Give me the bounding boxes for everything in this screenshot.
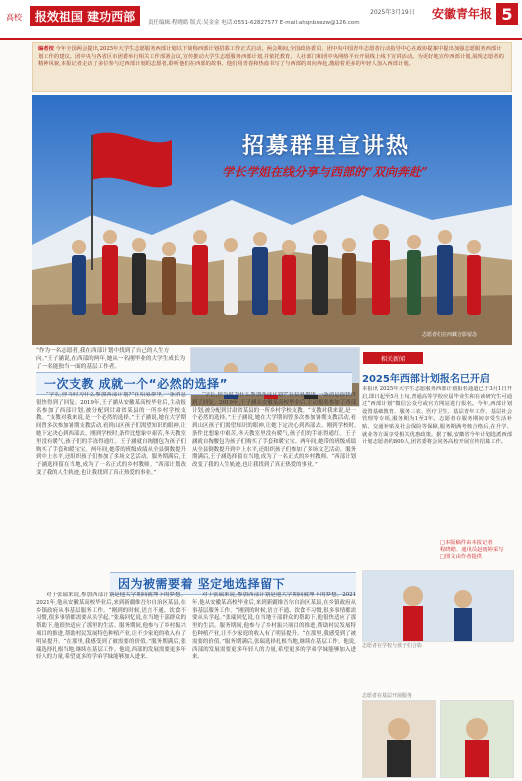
photo-volunteer-4 xyxy=(440,700,514,778)
section2-col-2 xyxy=(192,592,356,772)
editor-info: 责任编辑:程晓皓 版式:吴金金 电话:0551-62827577 E-mail:ahqnbxezw@126.com xyxy=(148,20,360,26)
section2-heading: 因为被需要着 坚定地选择留下 xyxy=(110,572,356,595)
section-banner: 报效祖国 建功西部 xyxy=(30,6,140,26)
photo-caption-2: 志愿者在基层开展服务 xyxy=(362,693,413,699)
editor-note xyxy=(32,42,512,92)
pull-quote xyxy=(36,347,186,371)
hero-caption: 志愿者们在西藏合影留念 xyxy=(422,332,478,338)
photo-volunteer-3 xyxy=(362,700,436,778)
section1-col-1 xyxy=(36,392,186,568)
section1-text-continued: “学长,你当时为什么参加西部计划?”在招募群里,一条消息很快得到了回复。2019年,王子涵从安徽某高校毕业后,主动报名参加了西部计划,被分配到甘肃省某县的一所乡村学校支教。“支教对我来说,是一个必然的选择。”王子涵说,她在大学期间曾多次参加暑期支教活动,看到山区孩子们渴望知识的眼神,让她下定决心到西部去。刚到学校时,条件比想象中艰苦,冬天教室里没有暖气,孩子们的手冻得通红。王子涵就自掏腰包为孩子们购买了手套和暖宝宝。两年间,她带的班级成绩从全县倒数提升到中上水平,还组织孩子们参加了多场文艺活动。服务期满后,王子涵选择留在当地,成为了一名正式的乡村教师。“西部计划改变了我的人生轨迹,也让我找到了真正热爱的事业。” xyxy=(192,392,356,469)
newspaper-brand: 安徽青年报 xyxy=(432,7,493,21)
section1-text: “学长,你当时为什么参加西部计划?”在招募群里,一条消息很快得到了回复。2019年,王子涵从安徽某高校毕业后,主动报名参加了西部计划,被分配到甘肃省某县的一所乡村学校支教。“支教对我来说,是一个必然的选择。”王子涵说,她在大学期间曾多次参加暑期支教活动,看到山区孩子们渴望知识的眼神,让她下定决心到西部去。刚到学校时,条件比想象中艰苦,冬天教室里没有暖气,孩子们的手冻得通红。王子涵就自掏腰包为孩子们购买了手套和暖宝宝。两年间,她带的班级成绩从全县倒数提升到中上水平,还组织孩子们参加了多场文艺活动。服务期满后,王子涵选择留在当地,成为了一名正式的乡村教师。“西部计划改变了我的人生轨迹,也让我找到了真正热爱的事业。” xyxy=(36,392,186,476)
related-news-text: 本报讯 2025年大学生志愿服务西部计划报名通道已于3月1日开启,即日起至5月上旬,普通高等学校应届毕业生和在读研究生可通过“西部计划”微信公众号或官方网站进行报名。今年,西部计划设置基础教育、服务三农、医疗卫生、基层青年工作、基层社会管理等专项,服务期为1至3年。志愿者在服务期间享受生活补贴、交通补贴及社会保险等保障,服务期满考核合格后,在升学、就业等方面享受相关优惠政策。据了解,安徽省今年计划选派西部计划志愿者约800人,团省委将会同各高校开展宣传招募工作。 xyxy=(362,386,512,446)
section1-col-2 xyxy=(192,392,356,568)
section-label: 高校 xyxy=(6,13,22,22)
section2-text: 对于张瑞来说,参加西部计划是他大学期间就埋下的梦想。2021年,他从安徽某高校毕业后,来到新疆维吾尔自治区某县,在乡镇政府从事基层服务工作。“刚到的时候,语言不通、饮食不习惯,很多事情都需要从头学起。”张瑞回忆说,在当地干部群众的帮助下,他很快适应了那里的生活。服务期间,他参与了乡村振兴项目的推进,帮助村民发展特色种植产业,让不少家庭的收入有了明显提升。“在那里,我感受到了被需要的价值。”服务期满后,张瑞选择扎根当地,继续在基层工作。他说,西部的发展需要更多年轻人的力量,希望更多的学弟学妹能够加入进来。 xyxy=(36,592,186,661)
photo-scene-3 xyxy=(363,701,435,777)
related-news-heading: 2025年西部计划报名已开启 xyxy=(362,374,490,385)
related-news-tag: 相关新闻 xyxy=(363,352,423,364)
byline-line-1: □本版稿件由本报记者 xyxy=(440,540,493,546)
issue-date: 2025年3月19日 xyxy=(370,9,415,16)
photo-scene-2 xyxy=(363,571,513,641)
hero-subtitle: 学长学姐在线分享与西部的“双向奔赴” xyxy=(222,165,428,179)
hero-title: 招募群里宣讲热 xyxy=(242,133,411,159)
photo-volunteer-2 xyxy=(362,570,514,642)
section2-text-continued: 对于张瑞来说,参加西部计划是他大学期间就埋下的梦想。2021年,他从安徽某高校毕业后,来到新疆维吾尔自治区某县,在乡镇政府从事基层服务工作。“刚到的时候,语言不通、饮食不习惯,很多事情都需要从头学起。”张瑞回忆说,在当地干部群众的帮助下,他很快适应了那里的生活。服务期间,他参与了乡村振兴项目的推进,帮助村民发展特色种植产业,让不少家庭的收入有了明显提升。“在那里,我感受到了被需要的价值。”服务期满后,张瑞选择扎根当地,继续在基层工作。他说,西部的发展需要更多年轻人的力量,希望更多的学弟学妹能够加入进来。 xyxy=(192,592,356,661)
section2-col-1 xyxy=(36,592,186,772)
editor-note-label: 编者按 xyxy=(38,46,54,52)
hero-photo xyxy=(32,95,512,345)
byline-box xyxy=(440,540,518,562)
byline-line-3: □图文由作者提供 xyxy=(440,554,483,561)
editor-note-text: 今年全国两会提出,2025年大学生志愿服务西部计划以下简称西部计划招募工作正式启动。两会期间,全国政协委员、团中央中国青年志愿者行动指导中心在政协提案中提出加强志愿服务西部计划工作的建议。团中央与各省区市团委举行相关工作部署会议,宣传推动大学生志愿服务西部计划,并依托教育、人社部门和团中央网络平台开展线上线下宣讲活动。为更好地宣传西部计划,展现志愿者的精神风貌,本报记者走访了多位参与过西部计划的志愿者,聆听他们在西部的故事。他们用青春和热血书写了与西部的双向奔赴,激励着更多的年轻人加入西部计划。 xyxy=(38,46,504,68)
related-news-body xyxy=(362,386,512,562)
section1-heading: 一次支教 成就一个“必然的选择” xyxy=(36,372,352,395)
masthead xyxy=(0,0,522,40)
pull-quote-text: “作为一名志愿者,我在西部计划中找到了自己的人生方向。”王子涵说,在西部的两年,她从一名刚毕业的大学生成长为了一名能独当一面的基层工作者。 xyxy=(36,348,186,370)
page-number: 5 xyxy=(496,3,518,25)
photo-caption-1: 志愿者在学校与孩子们合影 xyxy=(362,643,423,649)
byline-line-2: 程晓皓、通讯员赵雨婷采写 xyxy=(440,547,504,554)
photo-scene-4 xyxy=(441,701,513,777)
